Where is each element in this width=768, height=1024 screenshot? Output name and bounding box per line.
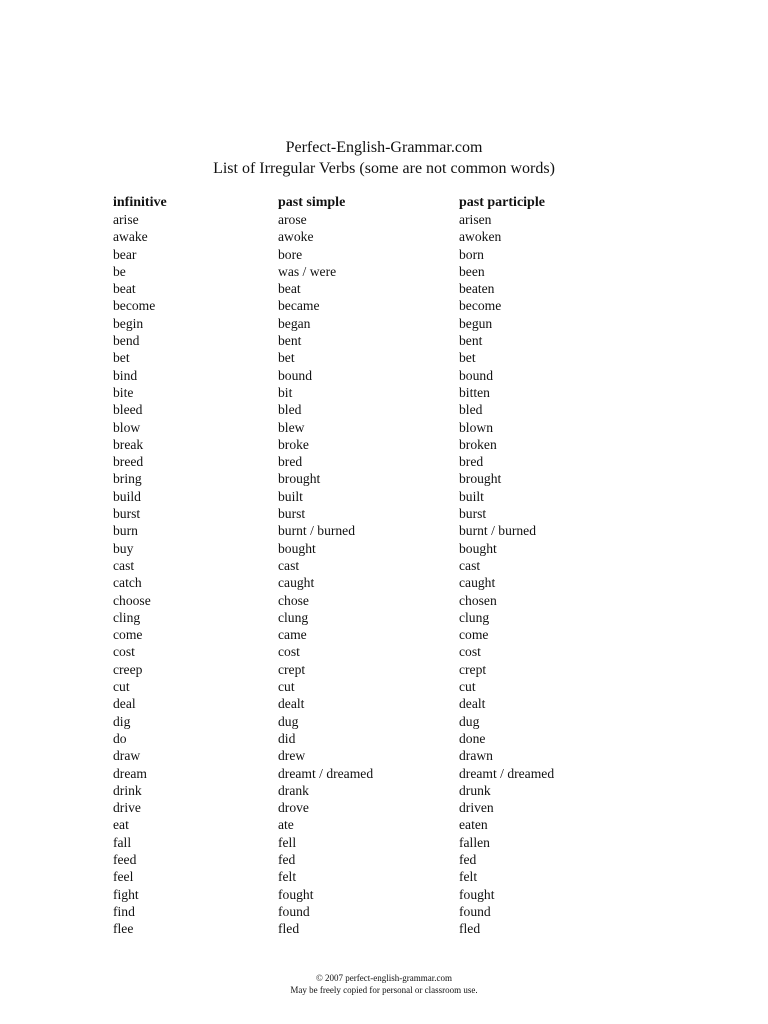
cell-past-participle: dug [459, 713, 480, 729]
cell-past-participle: dealt [459, 696, 486, 712]
table-row [113, 384, 659, 401]
table-row [113, 401, 659, 418]
cell-past-participle: drawn [459, 748, 493, 764]
cell-past-simple: became [278, 298, 320, 314]
cell-infinitive: beat [113, 281, 136, 297]
table-row [113, 730, 659, 747]
cell-infinitive: become [113, 298, 156, 314]
table-row [113, 851, 659, 868]
cell-infinitive: find [113, 903, 135, 919]
cell-past-participle: become [459, 298, 502, 314]
cell-past-participle: burnt / burned [459, 523, 537, 539]
table-row [113, 695, 659, 712]
table-row [113, 782, 659, 799]
cell-infinitive: choose [113, 592, 151, 608]
cell-past-simple: drew [278, 748, 306, 764]
cell-past-simple: chose [278, 592, 309, 608]
cell-past-simple: fed [278, 851, 296, 867]
table-row [113, 211, 659, 228]
cell-past-simple: bore [278, 246, 303, 262]
cell-infinitive: draw [113, 748, 141, 764]
cell-past-simple: bet [278, 350, 295, 366]
cell-past-simple: dreamt / dreamed [278, 765, 374, 781]
cell-past-simple: cost [278, 644, 300, 660]
table-row [113, 834, 659, 851]
cell-past-participle: come [459, 627, 489, 643]
cell-infinitive: build [113, 488, 141, 504]
cell-past-participle: cast [459, 557, 481, 573]
cell-past-simple: was / were [278, 263, 337, 279]
cell-past-participle: caught [459, 575, 496, 591]
cell-past-simple: awoke [278, 229, 314, 245]
table-row [113, 747, 659, 764]
table-row [113, 903, 659, 920]
cell-past-participle: bound [459, 367, 493, 383]
table-body [113, 211, 659, 937]
table-row [113, 470, 659, 487]
cell-infinitive: burst [113, 506, 141, 522]
table-row [113, 713, 659, 730]
cell-past-simple: bound [278, 367, 312, 383]
cell-infinitive: drink [113, 782, 142, 798]
cell-past-participle: broken [459, 436, 497, 452]
cell-past-participle: fought [459, 886, 495, 902]
cell-past-simple: dealt [278, 696, 305, 712]
table-row [113, 419, 659, 436]
table-row [113, 505, 659, 522]
cell-infinitive: cast [113, 557, 135, 573]
cell-past-participle: bought [459, 540, 497, 556]
cell-past-simple: dug [278, 713, 299, 729]
cell-past-simple: came [278, 627, 307, 643]
cell-past-participle: felt [459, 869, 478, 885]
cell-infinitive: buy [113, 540, 134, 556]
document-header [0, 137, 768, 179]
table-row [113, 609, 659, 626]
cell-past-simple: beat [278, 281, 301, 297]
table-row [113, 661, 659, 678]
license-notice: May be freely copied for personal or classroom use. [290, 985, 478, 995]
cell-past-simple: did [278, 730, 296, 746]
column-header-past-participle: past participle [459, 195, 545, 210]
document-footer [0, 972, 768, 996]
cell-infinitive: dream [113, 765, 147, 781]
cell-infinitive: bend [113, 333, 140, 349]
cell-past-participle: fled [459, 921, 481, 937]
table-row [113, 574, 659, 591]
cell-past-simple: brought [278, 471, 321, 487]
table-row [113, 799, 659, 816]
table-row [113, 920, 659, 937]
cell-infinitive: flee [113, 921, 134, 937]
cell-past-simple: drank [278, 782, 309, 798]
cell-past-simple: arose [278, 212, 307, 227]
cell-past-participle: brought [459, 471, 502, 487]
site-name: Perfect-English-Grammar.com [285, 139, 483, 156]
cell-past-simple: built [278, 488, 303, 504]
table-row [113, 626, 659, 643]
cell-past-simple: fell [278, 834, 297, 850]
document-title: List of Irregular Verbs (some are not common words) [213, 160, 555, 177]
cell-past-simple: caught [278, 575, 315, 591]
cell-past-participle: begun [459, 315, 493, 331]
cell-past-participle: fallen [459, 834, 490, 850]
table-row [113, 453, 659, 470]
cell-past-participle: bent [459, 333, 483, 349]
column-header-infinitive: infinitive [113, 195, 167, 210]
cell-infinitive: come [113, 627, 143, 643]
cell-infinitive: cut [113, 679, 130, 695]
cell-past-participle: crept [459, 661, 487, 677]
column-header-past-simple: past simple [278, 195, 346, 210]
cell-past-participle: bred [459, 454, 484, 470]
cell-past-participle: drunk [459, 782, 491, 798]
cell-past-participle: bet [459, 350, 476, 366]
cell-infinitive: bet [113, 350, 130, 366]
table-header-row [113, 194, 659, 211]
table-row [113, 280, 659, 297]
cell-infinitive: burn [113, 523, 138, 539]
cell-infinitive: breed [113, 454, 144, 470]
table-row [113, 522, 659, 539]
table-row [113, 868, 659, 885]
cell-infinitive: eat [113, 817, 129, 833]
cell-past-simple: broke [278, 436, 309, 452]
cell-infinitive: cling [113, 609, 141, 625]
cell-past-simple: blew [278, 419, 305, 435]
cell-past-participle: cut [459, 679, 476, 695]
table-row [113, 436, 659, 453]
table-row [113, 315, 659, 332]
cell-past-simple: found [278, 903, 310, 919]
cell-past-participle: beaten [459, 281, 495, 297]
cell-past-participle: blown [459, 419, 493, 435]
cell-infinitive: be [113, 263, 126, 279]
cell-infinitive: cost [113, 644, 135, 660]
table-row [113, 332, 659, 349]
cell-past-participle: awoken [459, 229, 502, 245]
cell-past-simple: burnt / burned [278, 523, 356, 539]
cell-past-participle: burst [459, 506, 487, 522]
cell-past-participle: born [459, 246, 484, 262]
cell-past-simple: began [278, 315, 311, 331]
cell-infinitive: catch [113, 575, 142, 591]
table-row [113, 765, 659, 782]
table-row [113, 557, 659, 574]
cell-infinitive: drive [113, 800, 141, 816]
cell-past-simple: bought [278, 540, 316, 556]
table-row [113, 367, 659, 384]
cell-infinitive: creep [113, 661, 143, 677]
cell-past-participle: driven [459, 800, 494, 816]
cell-infinitive: bring [113, 471, 142, 487]
cell-infinitive: fall [113, 834, 132, 850]
cell-past-simple: felt [278, 869, 297, 885]
cell-past-simple: fled [278, 921, 300, 937]
table-row [113, 297, 659, 314]
cell-past-participle: dreamt / dreamed [459, 765, 555, 781]
cell-past-participle: bled [459, 402, 483, 418]
cell-past-participle: bitten [459, 384, 490, 400]
cell-infinitive: bind [113, 367, 138, 383]
cell-past-simple: clung [278, 609, 309, 625]
table-row [113, 246, 659, 263]
cell-past-simple: bent [278, 333, 302, 349]
table-row [113, 886, 659, 903]
cell-infinitive: bear [113, 246, 137, 262]
cell-infinitive: arise [113, 212, 139, 227]
cell-past-simple: ate [278, 817, 294, 833]
cell-infinitive: bleed [113, 402, 143, 418]
table-row [113, 592, 659, 609]
cell-infinitive: feed [113, 851, 137, 867]
cell-infinitive: dig [113, 713, 131, 729]
cell-past-participle: built [459, 488, 484, 504]
cell-infinitive: fight [113, 886, 139, 902]
table-row [113, 816, 659, 833]
cell-infinitive: bite [113, 384, 134, 400]
cell-past-participle: arisen [459, 212, 492, 227]
cell-past-simple: bred [278, 454, 303, 470]
table-row [113, 263, 659, 280]
cell-infinitive: feel [113, 869, 134, 885]
table-row [113, 540, 659, 557]
cell-past-simple: crept [278, 661, 306, 677]
cell-infinitive: blow [113, 419, 141, 435]
irregular-verbs-table [113, 194, 659, 937]
cell-past-participle: eaten [459, 817, 488, 833]
table-row [113, 643, 659, 660]
cell-infinitive: do [113, 730, 127, 746]
cell-past-simple: cut [278, 679, 295, 695]
table-row [113, 228, 659, 245]
cell-past-simple: fought [278, 886, 314, 902]
cell-past-participle: cost [459, 644, 481, 660]
copyright-notice: © 2007 perfect-english-grammar.com [315, 973, 453, 983]
cell-infinitive: deal [113, 696, 136, 712]
table-row [113, 678, 659, 695]
cell-past-simple: bit [278, 384, 293, 400]
cell-infinitive: break [113, 436, 144, 452]
cell-past-simple: cast [278, 557, 300, 573]
cell-past-simple: drove [278, 800, 309, 816]
cell-past-participle: fed [459, 851, 477, 867]
cell-past-participle: chosen [459, 592, 497, 608]
cell-past-participle: clung [459, 609, 490, 625]
table-row [113, 488, 659, 505]
cell-past-participle: been [459, 263, 485, 279]
table-row [113, 349, 659, 366]
cell-infinitive: begin [113, 315, 144, 331]
cell-past-participle: found [459, 903, 491, 919]
cell-past-simple: burst [278, 506, 306, 522]
cell-past-participle: done [459, 730, 486, 746]
cell-past-simple: bled [278, 402, 302, 418]
cell-infinitive: awake [113, 229, 148, 245]
